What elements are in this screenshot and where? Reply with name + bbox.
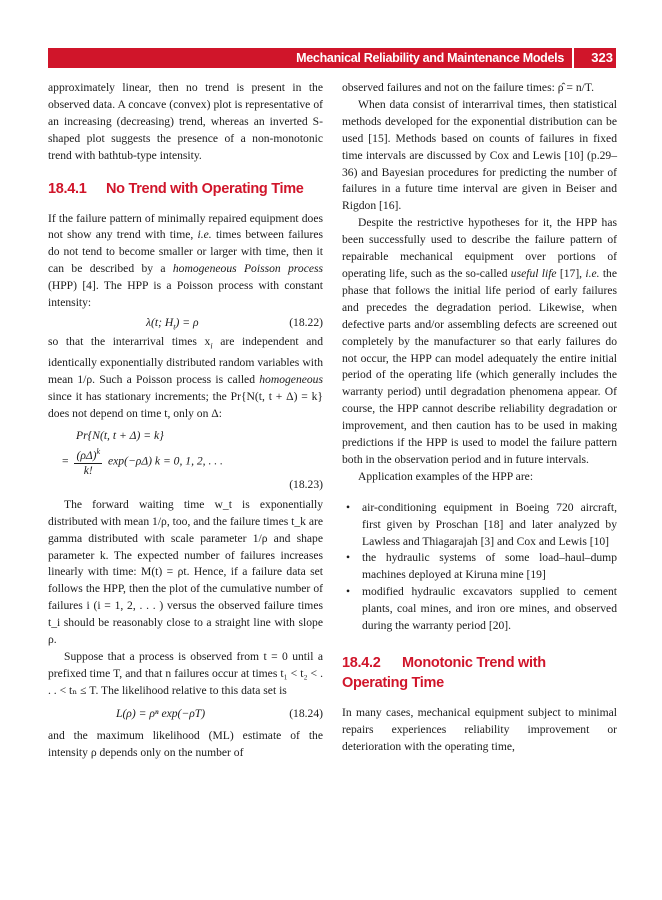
section-title: Monotonic Trend with — [402, 655, 546, 671]
paragraph: When data consist of interarrival times, then statistical methods developed for the exponential distribution can be used [15]. Methods based on counts of failures in fixed time intervals are discussed by Cox and Lewis [10] (p.29–36) and Bayesian procedures for predicting the number of failures in a future time interval are given in Beiser and Rigdon [16]. — [342, 97, 617, 213]
section-number: 18.4.2 — [342, 655, 381, 671]
equation-number: (18.24) — [289, 706, 323, 720]
equation-18-24: L(ρ) = ρⁿ exp(−ρT) (18.24) — [48, 704, 323, 724]
paragraph: Application examples of the HPP are: — [358, 469, 534, 483]
paragraph: If the failure pattern of minimally repaired equipment does not show any trend with time, i.e. times between failures do not tend to become smaller or larger with time, then it can be described by a homogeneous Poisson process (HPP) [4]. The HPP is a Poisson process with constant intensity: — [48, 211, 324, 310]
paragraph: Despite the restrictive hypotheses for it, the HPP has been successfully used to describe the failure pattern of repairable mechanical equipment over portions of operating life, such as the so-called useful life [17], i.e. the phase that follows the initial life period of early failures and precedes the degradation period. Likewise, when defective parts and/or assembling defects are screened out completely by the manufacturer so that early failures do not occur, the HPP can model adequately the entire initial period of the operating life (which generally includes the warranty period) until degradation phenomena appear. Of course, the HPP cannot describe reliability degradation or improvement, and then caution has to be used in making predictions if the HPP is used to model the failure pattern both in the observation period and in future intervals. — [342, 216, 617, 466]
application-list — [342, 500, 617, 635]
page-number: 323 — [591, 50, 613, 65]
equation-18-22: λ(t; $H_t) = \rho$ (18.22) — [48, 313, 323, 333]
left-column — [48, 80, 323, 762]
paragraph: observed failures and not on the failure times: ρ̂ = n/T. — [342, 81, 594, 94]
section-title: No Trend with Operating Time — [106, 180, 304, 197]
paragraph: and the maximum likelihood (ML) estimate of the intensity ρ depends only on the number of — [48, 728, 323, 759]
running-header — [48, 48, 616, 68]
paragraph: so that the interarrival times $x_i$ are independent and identically exponentially distributed random variables with mean 1/ρ. Such a Poisson process is called homogeneous since it has stationary increments; the Pr{N(t, t + Δ) = k} does not depend on time t, only on Δ: — [48, 334, 323, 420]
paragraph: The forward waiting time w_t is exponentially distributed with mean 1/ρ, too, and the failure times t_k are gamma distributed with scale parameter 1/ρ and shape parameter k. The expected number of failures increases linearly with time: M(t) = ρt. Hence, if a failure data set follows the HPP, then the plot of the cumulative number of failures i (i = 1, 2, . . . ) versus the observed failure times t_i should be reasonably close to a straight line with slope ρ. — [48, 497, 323, 647]
list-item: • the hydraulic systems of some load–haul–dump machines deployed at Kiruna mine [19] — [342, 550, 617, 584]
paragraph: approximately linear, then no trend is present in the observed data. A concave (convex) plot is representative of an increasing (decreasing) trend, whereas an inverted S-shaped plot suggests the presence of a non-monotonic trend with bathtub-type intensity. — [48, 81, 323, 162]
list-item: • modified hydraulic excavators supplied to cement plants, coal mines, and iron ore mines, and observed during the warranty period [20]. — [342, 584, 617, 635]
equation-number: (18.23) — [289, 477, 323, 491]
right-column — [342, 80, 617, 756]
paragraph: Suppose that a process is observed from t = 0 until a prefixed time T, and that n failures occur at times t₁ < t₂ < . . . < tₙ ≤ T. The likelihood relative to this data set is — [48, 649, 323, 697]
section-heading-18-4-1 — [48, 179, 323, 199]
equation-18-23: Pr{N(t, t + Δ) = k} = $\frac{(\rho\Delta)^k}{k!}$ exp(−ρΔ) k = 0, 1, 2, . . . (18.23) — [62, 428, 323, 491]
section-number: 18.4.1 — [48, 180, 87, 197]
header-separator — [572, 48, 574, 68]
running-title: Mechanical Reliability and Maintenance Models — [296, 51, 564, 65]
section-heading-18-4-2 — [342, 653, 617, 693]
list-item: • air-conditioning equipment in Boeing 720 aircraft, first given by Proschan [18] and later analyzed by Lawless and Thiagarajah [3] and Cox and Lewis [10] — [342, 500, 617, 551]
equation-number: (18.22) — [289, 315, 323, 329]
section-title-continued: Operating Time — [342, 675, 444, 691]
paragraph: In many cases, mechanical equipment subject to minimal repairs experiences reliability improvement or deterioration with the operating time, — [342, 706, 617, 753]
